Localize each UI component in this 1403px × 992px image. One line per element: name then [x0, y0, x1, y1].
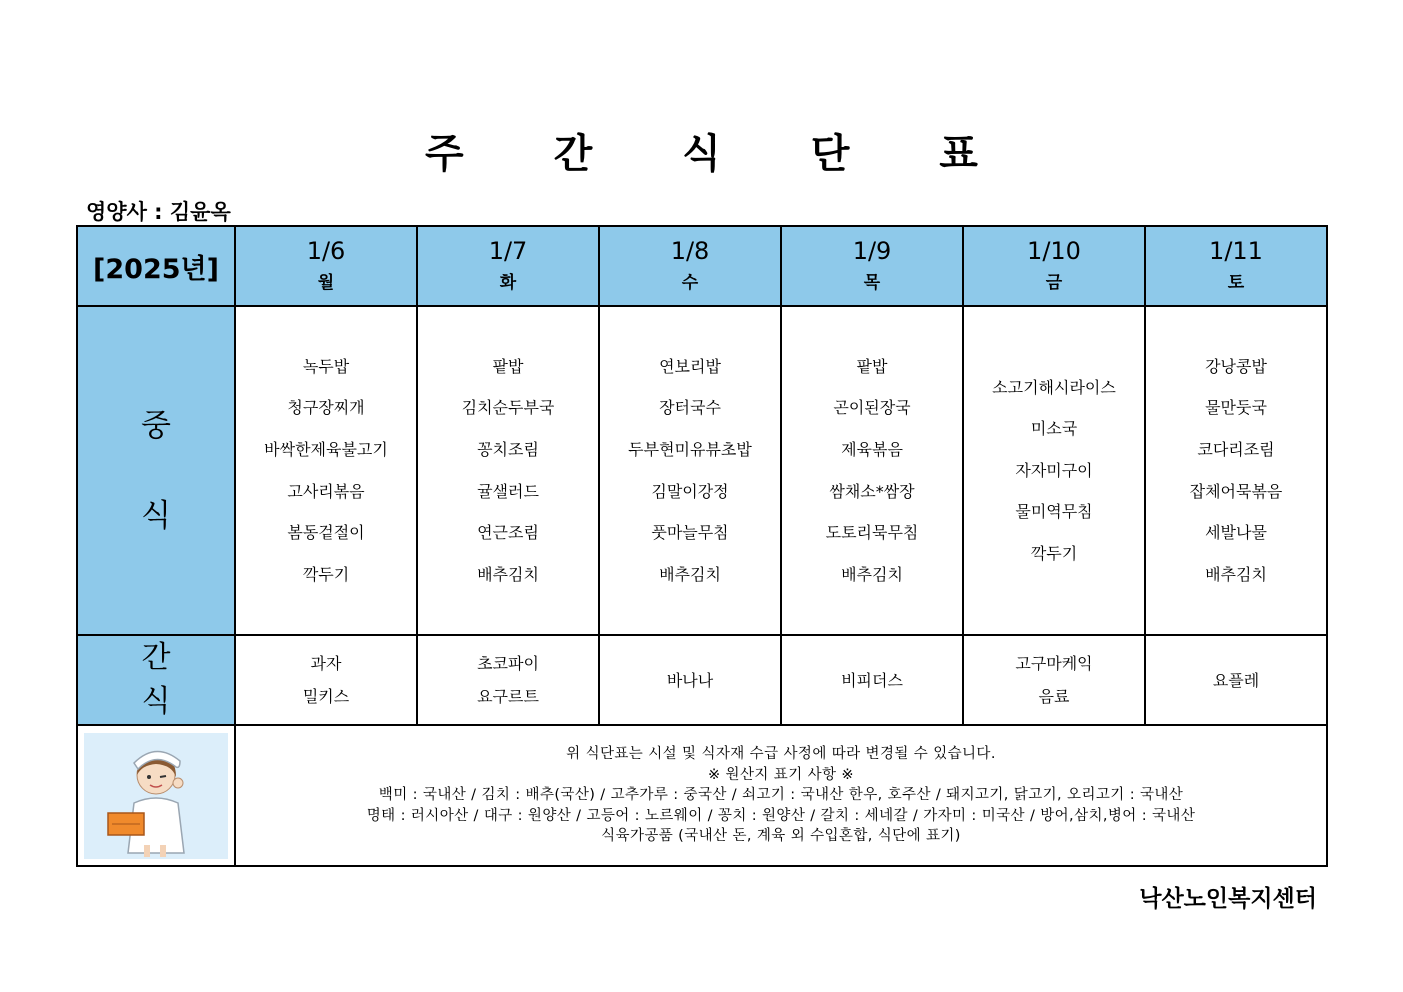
snack-item: 비피더스	[841, 670, 903, 690]
date-label: 1/6	[306, 237, 346, 265]
date-label: 1/7	[488, 237, 528, 265]
lunch-cell	[781, 306, 963, 635]
weekday-label: 토	[1227, 273, 1245, 293]
lunch-cell	[235, 306, 417, 635]
notice-line: 위 식단표는 시설 및 식자재 수급 사정에 따라 변경될 수 있습니다.	[566, 746, 996, 763]
snack-cell	[599, 635, 781, 725]
snack-label-char: 식	[141, 684, 171, 719]
day-header	[599, 226, 781, 306]
menu-item: 배추김치	[841, 564, 903, 584]
notice-line: 명태 : 러시아산 / 대구 : 원양산 / 고등어 : 노르웨이 / 꽁치 : 원양산 / 갈치 : 세네갈 / 가자미 : 미국산 / 방어,삼치,병어 : 국내산	[366, 807, 1196, 824]
lunch-cell	[963, 306, 1145, 635]
snack-item: 과자	[310, 654, 342, 673]
menu-item: 깍두기	[302, 564, 350, 584]
snack-item: 요플레	[1212, 670, 1260, 690]
menu-item: 도토리묵무침	[825, 523, 919, 543]
dietitian-name: 영양사 : 김윤옥	[86, 200, 231, 224]
menu-item: 물미역무침	[1015, 502, 1093, 522]
snack-cell	[1145, 635, 1327, 725]
nurse-icon	[84, 733, 228, 859]
weekday-label: 목	[863, 273, 881, 293]
menu-item: 김치순두부국	[461, 398, 555, 418]
snack-cell	[417, 635, 599, 725]
year-cell	[77, 226, 235, 306]
lunch-cell	[599, 306, 781, 635]
snack-item: 음료	[1038, 687, 1070, 706]
menu-item: 배추김치	[1205, 564, 1267, 584]
weekday-label: 월	[317, 273, 335, 293]
date-label: 1/10	[1027, 237, 1081, 265]
menu-item: 코다리조림	[1197, 439, 1275, 459]
notice-row	[77, 725, 1327, 866]
snack-row	[77, 635, 1327, 725]
menu-item: 꽁치조림	[477, 439, 539, 459]
weekday-label: 수	[681, 273, 699, 293]
lunch-cell	[417, 306, 599, 635]
snack-item: 요구르트	[477, 687, 539, 706]
day-header	[1145, 226, 1327, 306]
lunch-cell	[1145, 306, 1327, 635]
day-header	[963, 226, 1145, 306]
menu-item: 고사리볶음	[287, 481, 365, 501]
snack-label-cell	[77, 635, 235, 725]
menu-item: 제육볶음	[841, 439, 903, 459]
notice-cell	[235, 725, 1327, 866]
weekly-menu-table	[76, 225, 1328, 867]
weekday-label: 화	[499, 273, 517, 293]
header-row	[77, 226, 1327, 306]
menu-item: 팥밥	[492, 356, 524, 376]
notice-line: ※ 원산지 표기 사항 ※	[708, 766, 854, 783]
menu-item: 배추김치	[477, 564, 539, 584]
snack-item: 초코파이	[477, 654, 539, 673]
menu-item: 팥밥	[856, 356, 888, 376]
menu-item: 물만둣국	[1205, 398, 1267, 418]
menu-item: 귤샐러드	[477, 481, 539, 501]
nurse-illustration	[84, 733, 228, 859]
menu-item: 세발나물	[1205, 523, 1267, 543]
menu-item: 청구장찌개	[287, 398, 365, 418]
menu-item: 곤이된장국	[833, 398, 911, 418]
menu-item: 두부현미유뷰초밥	[628, 439, 752, 459]
date-label: 1/9	[852, 237, 892, 265]
menu-item: 김말이강정	[651, 481, 729, 501]
date-label: 1/8	[670, 237, 710, 265]
menu-item: 연보리밥	[659, 356, 721, 376]
menu-item: 장터국수	[659, 398, 721, 418]
lunch-label-cell	[77, 306, 235, 635]
menu-item: 미소국	[1030, 419, 1078, 439]
notice-line: 식육가공품 (국내산 돈, 계육 외 수입혼합, 식단에 표기)	[601, 828, 961, 845]
lunch-label-char: 식	[141, 497, 171, 534]
date-label: 1/11	[1209, 237, 1263, 265]
snack-item: 밀키스	[302, 687, 350, 706]
lunch-label-char: 중	[141, 407, 171, 444]
menu-item: 쌈채소*쌈장	[829, 481, 915, 501]
snack-label-char: 간	[141, 640, 171, 675]
snack-cell	[781, 635, 963, 725]
notice-line: 백미 : 국내산 / 김치 : 배추(국산) / 고추가루 : 중국산 / 쇠고기 : 국내산 한우, 호주산 / 돼지고기, 닭고기, 오리고기 : 국내산	[378, 787, 1184, 804]
center-name: 낙산노인복지센터	[1139, 886, 1317, 912]
menu-item: 녹두밥	[302, 356, 350, 376]
page-title: 주 간 식 단 표	[425, 131, 1016, 177]
menu-item: 배추김치	[659, 564, 721, 584]
menu-item: 강낭콩밥	[1205, 356, 1267, 376]
snack-cell	[963, 635, 1145, 725]
menu-item: 깍두기	[1030, 543, 1078, 563]
snack-cell	[235, 635, 417, 725]
weekday-label: 금	[1045, 273, 1063, 293]
menu-item: 연근조림	[477, 523, 539, 543]
day-header	[417, 226, 599, 306]
year-label: [2025년]	[93, 253, 219, 285]
menu-item: 자자미구이	[1015, 460, 1093, 480]
menu-item: 잡체어묵볶음	[1189, 481, 1283, 501]
menu-item: 봄동겉절이	[287, 523, 365, 543]
snack-item: 고구마케익	[1015, 654, 1093, 673]
menu-item: 바싹한제육불고기	[264, 439, 388, 459]
menu-item: 소고기해시라이스	[992, 377, 1116, 397]
lunch-row	[77, 306, 1327, 635]
snack-item: 바나나	[666, 670, 714, 690]
nurse-picture-cell	[77, 725, 235, 866]
day-header	[781, 226, 963, 306]
menu-item: 풋마늘무침	[651, 523, 729, 543]
day-header	[235, 226, 417, 306]
